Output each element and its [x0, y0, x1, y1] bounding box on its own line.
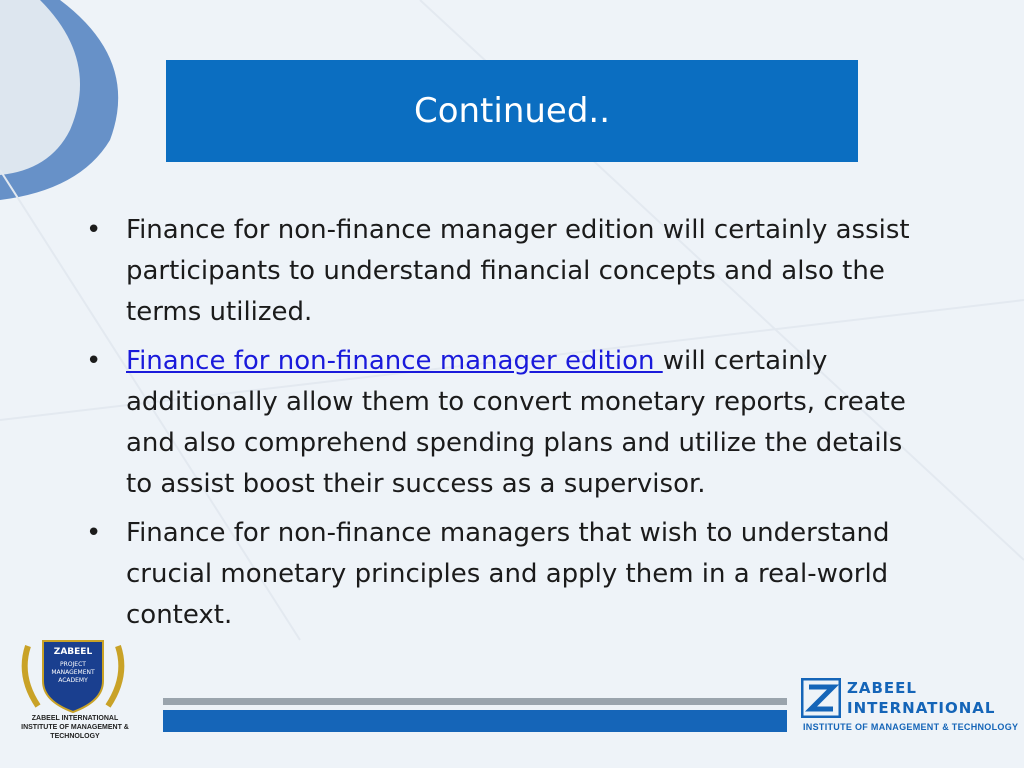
badge-line: ACADEMY — [58, 677, 88, 684]
badge-line: ZABEEL — [53, 647, 93, 657]
badge-line: MANAGEMENT — [51, 669, 95, 676]
footer-divider — [163, 698, 787, 705]
zabeel-z-icon — [801, 678, 841, 718]
zabeel-wordmark — [847, 678, 995, 718]
logo-word: ZABEEL — [847, 679, 917, 697]
slide-title: Continued.. — [413, 91, 611, 131]
logo-subtitle: INSTITUTE OF MANAGEMENT & TECHNOLOGY — [803, 722, 1019, 732]
badge-caption-line: INSTITUTE OF MANAGEMENT & TECHNOLOGY — [21, 724, 129, 740]
bullet-text: Finance for non-finance managers that wish to understand crucial monetary principles and apply them in a real-world context. — [126, 518, 890, 630]
academy-badge-logo — [18, 636, 128, 714]
bullet-dot-icon: • — [86, 518, 102, 548]
bullet-text: Finance for non-finance manager edition will certainly assist participants to understand financial concepts and also the terms utilized. — [126, 215, 910, 327]
bullet-list — [82, 210, 912, 644]
logo-word: INTERNATIONAL — [847, 699, 996, 717]
slide-title-banner — [166, 60, 858, 162]
badge-line: PROJECT — [60, 661, 86, 668]
bullet-item — [82, 210, 912, 333]
badge-caption — [0, 714, 150, 741]
bullet-dot-icon: • — [86, 215, 102, 245]
badge-caption-line: ZABEEL INTERNATIONAL — [31, 715, 119, 722]
bullet-text: will certainly additionally allow them to convert monetary reports, create and also comprehend spending plans and utilize the details to assist boost their success as a supervisor. — [126, 346, 906, 499]
finance-course-link[interactable]: Finance for non-finance manager edition — [126, 346, 663, 376]
bullet-item — [82, 513, 912, 636]
bullet-item — [82, 341, 912, 505]
bullet-dot-icon: • — [86, 346, 102, 376]
footer-bar — [163, 710, 787, 732]
